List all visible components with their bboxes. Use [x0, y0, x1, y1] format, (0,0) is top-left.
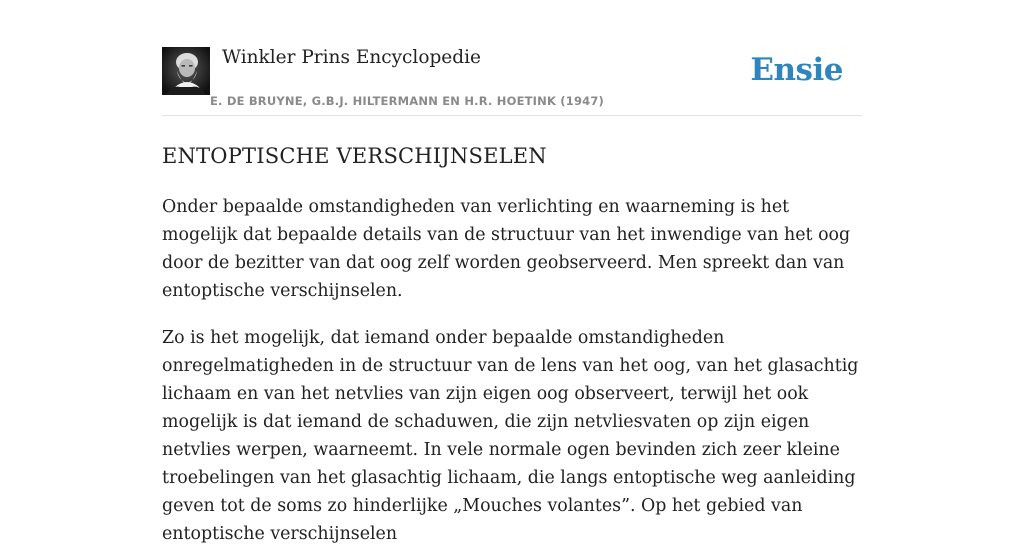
article-title: ENTOPTISCHE VERSCHIJNSELEN — [162, 144, 547, 168]
site-logo[interactable]: Ensie — [750, 52, 843, 88]
article-body — [162, 193, 862, 548]
publication-title[interactable]: Winkler Prins Encyclopedie — [222, 47, 481, 68]
content-column — [162, 0, 862, 548]
article-paragraph: Onder bepaalde omstandigheden van verlichting en waarneming is het mogelijk dat bepaalde details van de structuur van het inwendige van het oog door de bezitter van dat oog zelf worden geobserveerd. Men spreekt dan van entoptische verschijnselen. — [162, 197, 851, 301]
article-paragraph: Zo is het mogelijk, dat iemand onder bepaalde omstandigheden onregelmatigheden in de structuur van de lens van het oog, van het glasachtig lichaam en van het netvlies van zijn eigen oog observeert, terwijl het ook mogelijk is dat iemand de schaduwen, die zijn netvliesvaten op zijn eigen netvlies werpen, waarneemt. In vele normale ogen bevinden zich zeer kleine troebelingen van het glasachtig lichaam, die langs entoptische weg aanleiding geven tot de soms zo hinderlijke „Mouches volantes”. Op het gebied van entoptische verschijnselen — [162, 328, 859, 544]
author-portrait-icon — [162, 47, 210, 95]
publication-authors: E. DE BRUYNE, G.B.J. HILTERMANN EN H.R. HOETINK (1947) — [210, 94, 605, 108]
publication-header — [162, 0, 862, 116]
